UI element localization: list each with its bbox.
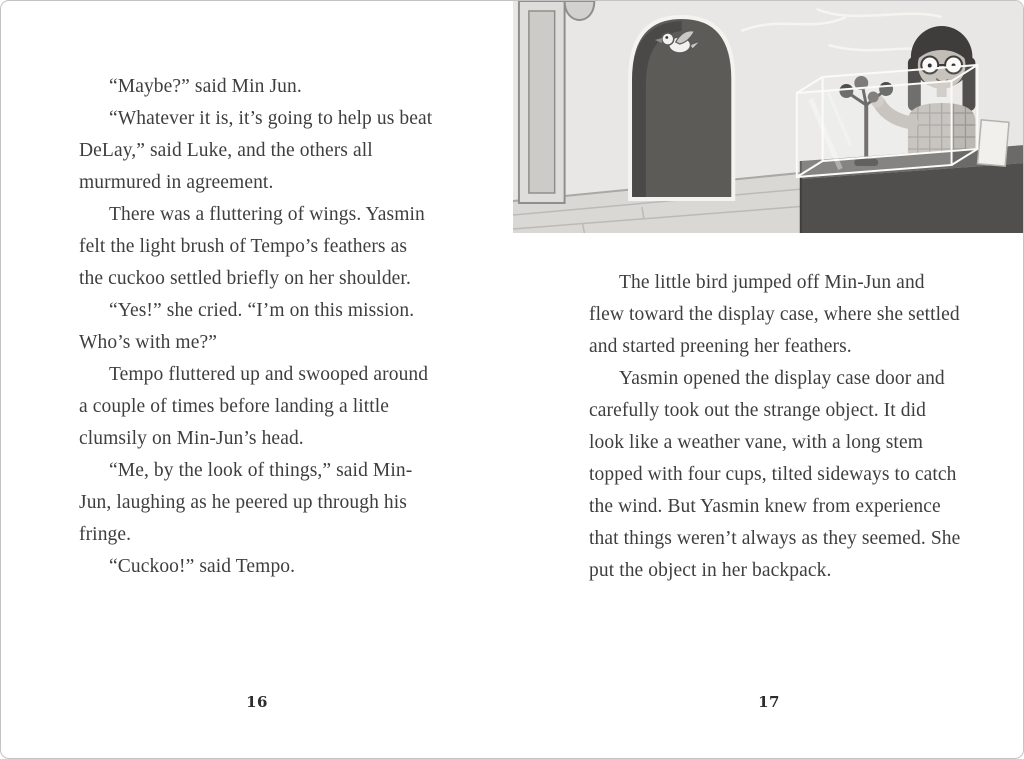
page-number-left: 16 xyxy=(246,693,268,711)
right-text-block xyxy=(589,267,961,587)
paragraph: Yasmin opened the display case door and carefully took out the strange object. It did look like a weather vane, with a long stem topped with four cups, tilted sideways to catch the wind. But Yasmin knew from experience that things weren’t always as they seemed. She put the object in her backpack. xyxy=(589,368,961,581)
paragraph: The little bird jumped off Min-Jun and flew toward the display case, where she settled and started preening her feathers. xyxy=(589,272,960,357)
left-text-block xyxy=(79,71,435,583)
story-illustration xyxy=(513,1,1024,233)
paragraph: Tempo fluttered up and swooped around a couple of times before landing a little clumsily on Min-Jun’s head. xyxy=(79,364,429,449)
display-case xyxy=(797,65,978,177)
paragraph: “Maybe?” said Min Jun. xyxy=(109,76,302,97)
paragraph: “Yes!” she cried. “I’m on this mission. Who’s with me?” xyxy=(79,300,415,353)
paragraph: “Me, by the look of things,” said Min-Jun, laughing as he peered up through his fringe. xyxy=(79,460,413,545)
door-frame xyxy=(519,1,565,203)
page-number-right: 17 xyxy=(758,693,780,711)
paper-card xyxy=(978,120,1009,166)
page-left xyxy=(1,1,513,758)
paragraph: “Whatever it is, it’s going to help us beat DeLay,” said Luke, and the others all murmured in agreement. xyxy=(79,108,433,193)
page-right xyxy=(513,1,1024,758)
paragraph: “Cuckoo!” said Tempo. xyxy=(109,556,296,577)
paragraph: There was a fluttering of wings. Yasmin felt the light brush of Tempo’s feathers as the cuckoo settled briefly on her shoulder. xyxy=(79,204,425,289)
